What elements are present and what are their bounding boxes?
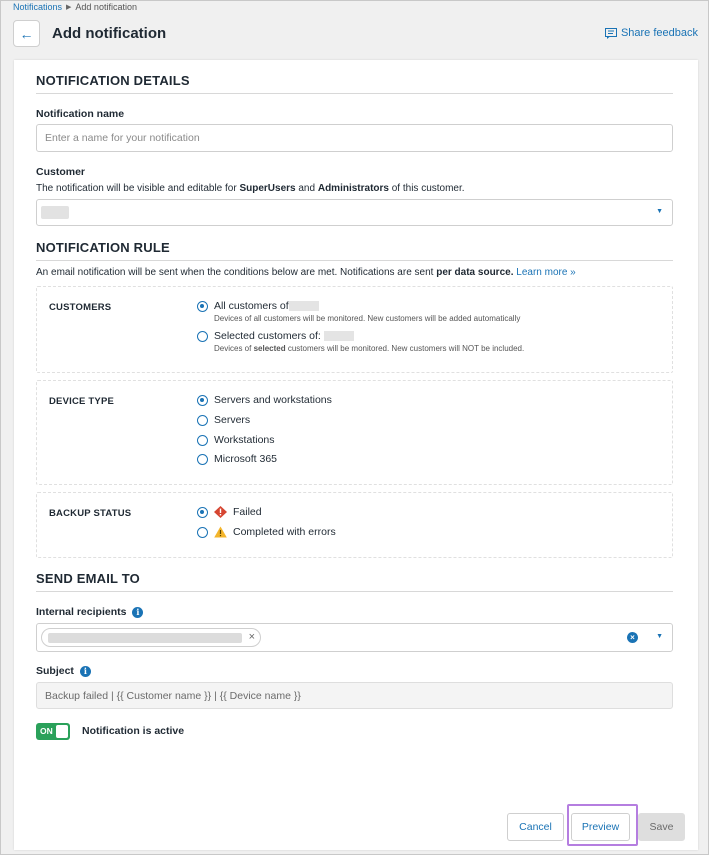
option-label: Servers bbox=[214, 414, 251, 426]
device-type-label: DEVICE TYPE bbox=[49, 396, 115, 407]
warning-triangle-icon bbox=[214, 526, 227, 538]
section-divider bbox=[36, 260, 673, 261]
page-title: Add notification bbox=[52, 25, 167, 42]
rule-intro-text: An email notification will be sent when the conditions below are met. Notifications are sent per data source. Learn more » bbox=[36, 267, 576, 278]
customer-value-redacted bbox=[41, 206, 69, 219]
clear-icon[interactable]: × bbox=[627, 632, 638, 643]
recipient-tag bbox=[41, 628, 261, 647]
info-icon[interactable]: i bbox=[80, 666, 91, 677]
notification-name-label: Notification name bbox=[36, 108, 125, 120]
radio-selected-customers[interactable] bbox=[197, 330, 524, 353]
customer-select[interactable] bbox=[36, 199, 673, 226]
section-divider bbox=[36, 93, 673, 94]
option-label: Completed with errors bbox=[233, 526, 336, 538]
radio-microsoft-365[interactable] bbox=[197, 453, 277, 465]
notification-details-title: NOTIFICATION DETAILS bbox=[36, 73, 190, 88]
customers-label: CUSTOMERS bbox=[49, 302, 112, 313]
recipient-redacted bbox=[48, 633, 242, 643]
active-toggle[interactable] bbox=[36, 723, 70, 740]
option-label: Workstations bbox=[214, 434, 275, 446]
save-button[interactable]: Save bbox=[638, 813, 685, 841]
subject-label: Subject i bbox=[36, 665, 91, 677]
toggle-label: Notification is active bbox=[82, 725, 185, 737]
share-feedback-label: Share feedback bbox=[620, 27, 698, 39]
send-email-title: SEND EMAIL TO bbox=[36, 571, 140, 586]
form-card bbox=[14, 60, 698, 850]
radio-button[interactable] bbox=[197, 454, 208, 465]
breadcrumb bbox=[13, 2, 137, 12]
radio-button[interactable] bbox=[197, 331, 208, 342]
preview-button[interactable]: Preview bbox=[571, 813, 630, 841]
radio-servers[interactable] bbox=[197, 414, 250, 426]
feedback-icon bbox=[605, 28, 617, 39]
radio-button[interactable] bbox=[197, 435, 208, 446]
radio-button[interactable] bbox=[197, 527, 208, 538]
internal-recipients-label: Internal recipients i bbox=[36, 606, 143, 618]
customer-name-redacted bbox=[289, 301, 319, 311]
error-diamond-icon bbox=[214, 506, 227, 518]
option-label: All customers of bbox=[214, 300, 289, 312]
internal-recipients-input[interactable] bbox=[36, 623, 673, 652]
option-label: Microsoft 365 bbox=[214, 453, 278, 465]
radio-button-selected[interactable] bbox=[197, 507, 208, 518]
option-label: Failed bbox=[233, 506, 262, 518]
preview-highlight bbox=[567, 804, 638, 846]
breadcrumb-separator-icon: ▶ bbox=[66, 4, 72, 11]
chevron-down-icon: ▼ bbox=[656, 208, 663, 215]
customers-rule-box bbox=[36, 286, 673, 373]
radio-workstations[interactable] bbox=[197, 434, 275, 446]
cancel-button[interactable]: Cancel bbox=[507, 813, 564, 841]
remove-tag-icon[interactable]: × bbox=[248, 631, 255, 643]
chevron-down-icon[interactable]: ▼ bbox=[656, 633, 663, 640]
notification-rule-title: NOTIFICATION RULE bbox=[36, 240, 170, 255]
breadcrumb-notifications-link[interactable]: Notifications bbox=[13, 2, 63, 12]
radio-completed-with-errors[interactable] bbox=[197, 526, 336, 538]
radio-button-selected[interactable] bbox=[197, 301, 208, 312]
backup-status-rule-box bbox=[36, 492, 673, 558]
breadcrumb-current: Add notification bbox=[75, 2, 137, 12]
option-description: Devices of selected customers will be monitored. New customers will NOT be included. bbox=[214, 344, 525, 353]
radio-failed[interactable] bbox=[197, 506, 262, 518]
subject-field: Backup failed | {{ Customer name }} | {{ Device name }} bbox=[36, 682, 673, 709]
radio-button-selected[interactable] bbox=[197, 395, 208, 406]
backup-status-label: BACKUP STATUS bbox=[49, 508, 132, 519]
info-icon[interactable]: i bbox=[132, 607, 143, 618]
option-label: Selected customers of: bbox=[214, 330, 321, 342]
device-type-rule-box bbox=[36, 380, 673, 485]
toggle-knob bbox=[56, 725, 68, 738]
section-divider bbox=[36, 591, 673, 592]
radio-servers-and-workstations[interactable] bbox=[197, 394, 332, 406]
back-button[interactable] bbox=[13, 20, 40, 47]
option-label: Servers and workstations bbox=[214, 394, 332, 406]
learn-more-link[interactable]: Learn more » bbox=[516, 267, 576, 278]
radio-all-customers[interactable] bbox=[197, 300, 520, 323]
notification-name-input[interactable] bbox=[36, 124, 673, 152]
arrow-left-icon: ← bbox=[19, 25, 34, 42]
customer-name-redacted bbox=[324, 331, 354, 341]
option-description: Devices of all customers will be monitored. New customers will be added automatically bbox=[214, 314, 521, 323]
customer-label: Customer bbox=[36, 166, 86, 178]
share-feedback-link[interactable] bbox=[605, 27, 698, 39]
customer-help-text: The notification will be visible and editable for SuperUsers and Administrators of this customer. bbox=[36, 183, 465, 194]
toggle-state-text: ON bbox=[40, 726, 53, 736]
radio-button[interactable] bbox=[197, 415, 208, 426]
